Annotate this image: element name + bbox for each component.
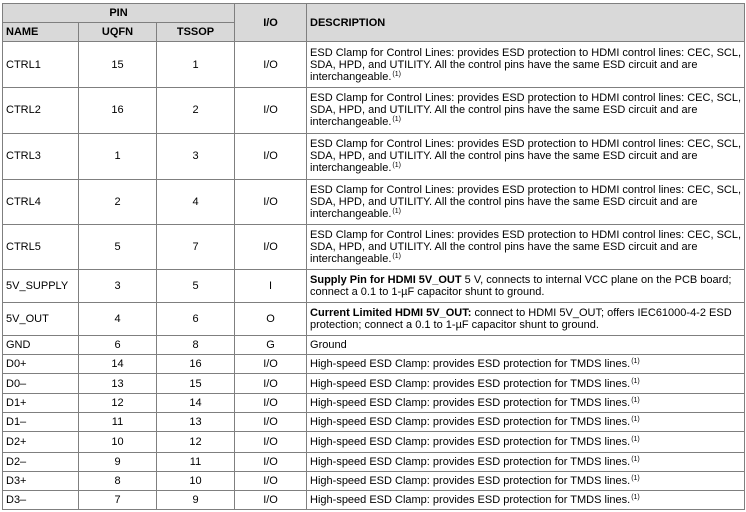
- io-cell: I/O: [235, 88, 307, 133]
- tssop-cell: 3: [157, 133, 235, 179]
- tssop-cell: 1: [157, 42, 235, 88]
- description-text: High-speed ESD Clamp: provides ESD protection for TMDS lines.: [310, 357, 631, 370]
- uqfn-cell: 9: [79, 452, 157, 471]
- header-description: DESCRIPTION: [307, 4, 745, 42]
- tssop-cell: 13: [157, 413, 235, 432]
- description-text: High-speed ESD Clamp: provides ESD protection for TMDS lines.: [310, 493, 631, 506]
- description-text: High-speed ESD Clamp: provides ESD protection for TMDS lines.: [310, 397, 631, 410]
- tssop-cell: 16: [157, 354, 235, 373]
- header-tssop: TSSOP: [157, 23, 235, 42]
- description-bold-text: Current Limited HDMI 5V_OUT:: [310, 306, 472, 319]
- description-cell: [307, 432, 745, 452]
- description-text: High-speed ESD Clamp: provides ESD protection for TMDS lines.: [310, 416, 631, 429]
- io-cell: O: [235, 302, 307, 335]
- io-cell: I/O: [235, 374, 307, 394]
- footnote-marker: (1): [392, 116, 401, 124]
- header-pin: PIN: [3, 4, 235, 23]
- tssop-cell: 2: [157, 88, 235, 133]
- uqfn-cell: 7: [79, 490, 157, 509]
- description-text: 5 V, connects to internal VCC plane on the PCB board; connect a 0.1 to 1-µF capacitor shunt to ground.: [310, 274, 732, 298]
- pin-name-cell: D2+: [3, 432, 79, 452]
- description-text: High-speed ESD Clamp: provides ESD protection for TMDS lines.: [310, 455, 631, 468]
- description-cell: [307, 413, 745, 432]
- footnote-marker: (1): [631, 474, 640, 482]
- pin-name-cell: D0+: [3, 354, 79, 373]
- io-cell: I/O: [235, 225, 307, 270]
- table-row: [3, 335, 745, 354]
- tssop-cell: 7: [157, 225, 235, 270]
- description-cell: [307, 88, 745, 133]
- pin-name-cell: CTRL2: [3, 88, 79, 133]
- uqfn-cell: 10: [79, 432, 157, 452]
- pin-name-cell: D1–: [3, 413, 79, 432]
- footnote-marker: (1): [631, 377, 640, 385]
- uqfn-cell: 13: [79, 374, 157, 394]
- description-text: High-speed ESD Clamp: provides ESD protection for TMDS lines.: [310, 377, 631, 390]
- description-cell: [307, 133, 745, 179]
- footnote-marker: (1): [392, 162, 401, 170]
- tssop-cell: 9: [157, 490, 235, 509]
- table-row: [3, 432, 745, 452]
- tssop-cell: 10: [157, 471, 235, 490]
- description-cell: [307, 335, 745, 354]
- footnote-marker: (1): [631, 397, 640, 405]
- tssop-cell: 4: [157, 179, 235, 224]
- uqfn-cell: 14: [79, 354, 157, 373]
- description-text: High-speed ESD Clamp: provides ESD protection for TMDS lines.: [310, 474, 631, 487]
- io-cell: I/O: [235, 452, 307, 471]
- tssop-cell: 8: [157, 335, 235, 354]
- pin-function-table: [2, 3, 745, 510]
- io-cell: I/O: [235, 432, 307, 452]
- pin-name-cell: 5V_SUPPLY: [3, 270, 79, 302]
- description-cell: [307, 471, 745, 490]
- uqfn-cell: 1: [79, 133, 157, 179]
- pin-name-cell: GND: [3, 335, 79, 354]
- header-io: I/O: [235, 4, 307, 42]
- uqfn-cell: 4: [79, 302, 157, 335]
- tssop-cell: 12: [157, 432, 235, 452]
- description-text: ESD Clamp for Control Lines: provides ESD protection to HDMI control lines: CEC, SCL, SDA, HPD, and UTILITY. All the control pins have the same ESD circuit and are interchangeable.: [310, 229, 742, 266]
- description-text: connect to HDMI 5V_OUT; offers IEC61000-4-2 ESD protection; connect a 0.1 to 1-µF capacitor shunt to ground.: [310, 306, 732, 331]
- pin-name-cell: 5V_OUT: [3, 302, 79, 335]
- description-text: ESD Clamp for Control Lines: provides ESD protection to HDMI control lines: CEC, SCL, SDA, HPD, and UTILITY. All the control pins have the same ESD circuit and are interchangeable.: [310, 92, 742, 129]
- description-cell: [307, 374, 745, 394]
- description-text: ESD Clamp for Control Lines: provides ESD protection to HDMI control lines: CEC, SCL, SDA, HPD, and UTILITY. All the control pins have the same ESD circuit and are interchangeable.: [310, 183, 742, 220]
- footnote-marker: (1): [392, 253, 401, 261]
- footnote-marker: (1): [631, 357, 640, 365]
- description-cell: [307, 42, 745, 88]
- tssop-cell: 6: [157, 302, 235, 335]
- pin-name-cell: CTRL1: [3, 42, 79, 88]
- description-cell: [307, 302, 745, 335]
- table-row: [3, 225, 745, 270]
- uqfn-cell: 12: [79, 394, 157, 413]
- table-row: [3, 88, 745, 133]
- table-row: [3, 270, 745, 302]
- footnote-marker: (1): [392, 207, 401, 215]
- footnote-marker: (1): [631, 416, 640, 424]
- description-text: High-speed ESD Clamp: provides ESD protection for TMDS lines.: [310, 435, 631, 448]
- description-text: Ground: [310, 338, 347, 351]
- io-cell: I/O: [235, 394, 307, 413]
- io-cell: I/O: [235, 133, 307, 179]
- header-uqfn: UQFN: [79, 23, 157, 42]
- tssop-cell: 15: [157, 374, 235, 394]
- description-text: ESD Clamp for Control Lines: provides ESD protection to HDMI control lines: CEC, SCL, SDA, HPD, and UTILITY. All the control pins have the same ESD circuit and are interchangeable.: [310, 46, 742, 83]
- pin-name-cell: D1+: [3, 394, 79, 413]
- uqfn-cell: 6: [79, 335, 157, 354]
- pin-name-cell: D2–: [3, 452, 79, 471]
- uqfn-cell: 5: [79, 225, 157, 270]
- tssop-cell: 11: [157, 452, 235, 471]
- description-cell: [307, 354, 745, 373]
- description-cell: [307, 394, 745, 413]
- table-row: [3, 133, 745, 179]
- io-cell: I/O: [235, 354, 307, 373]
- description-cell: [307, 452, 745, 471]
- footnote-marker: (1): [631, 435, 640, 443]
- pin-name-cell: CTRL4: [3, 179, 79, 224]
- footnote-marker: (1): [392, 70, 401, 78]
- table-row: [3, 413, 745, 432]
- uqfn-cell: 2: [79, 179, 157, 224]
- io-cell: I: [235, 270, 307, 302]
- header-name: NAME: [3, 23, 79, 42]
- uqfn-cell: 15: [79, 42, 157, 88]
- description-cell: [307, 179, 745, 224]
- uqfn-cell: 8: [79, 471, 157, 490]
- table-row: [3, 394, 745, 413]
- description-cell: [307, 270, 745, 302]
- table-row: [3, 471, 745, 490]
- uqfn-cell: 3: [79, 270, 157, 302]
- pin-name-cell: D3–: [3, 490, 79, 509]
- table-row: [3, 374, 745, 394]
- pin-name-cell: D3+: [3, 471, 79, 490]
- description-cell: [307, 225, 745, 270]
- io-cell: I/O: [235, 413, 307, 432]
- io-cell: I/O: [235, 471, 307, 490]
- io-cell: I/O: [235, 490, 307, 509]
- footnote-marker: (1): [631, 493, 640, 501]
- description-text: ESD Clamp for Control Lines: provides ESD protection to HDMI control lines: CEC, SCL, SDA, HPD, and UTILITY. All the control pins have the same ESD circuit and are interchangeable.: [310, 138, 742, 175]
- pin-name-cell: D0–: [3, 374, 79, 394]
- tssop-cell: 5: [157, 270, 235, 302]
- io-cell: G: [235, 335, 307, 354]
- table-row: [3, 490, 745, 509]
- io-cell: I/O: [235, 179, 307, 224]
- tssop-cell: 14: [157, 394, 235, 413]
- uqfn-cell: 16: [79, 88, 157, 133]
- description-cell: [307, 490, 745, 509]
- io-cell: I/O: [235, 42, 307, 88]
- table-row: [3, 42, 745, 88]
- footnote-marker: (1): [631, 455, 640, 463]
- table-row: [3, 179, 745, 224]
- table-row: [3, 302, 745, 335]
- table-row: [3, 452, 745, 471]
- pin-name-cell: CTRL5: [3, 225, 79, 270]
- description-bold-text: Supply Pin for HDMI 5V_OUT: [310, 274, 462, 286]
- uqfn-cell: 11: [79, 413, 157, 432]
- table-row: [3, 354, 745, 373]
- pin-name-cell: CTRL3: [3, 133, 79, 179]
